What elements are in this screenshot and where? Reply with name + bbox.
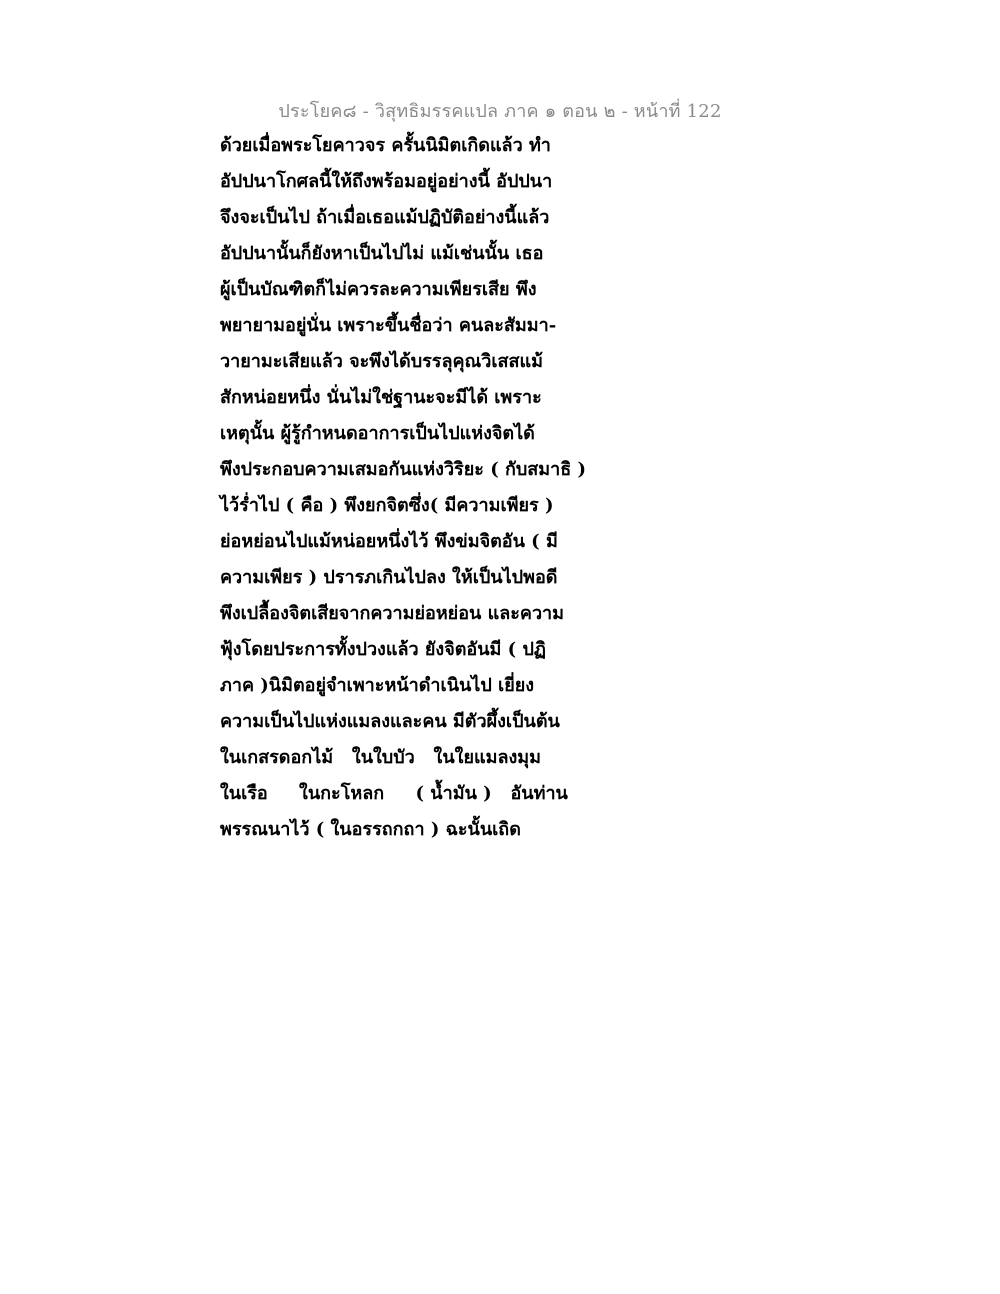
text-line: ฟุ้งโดยประการทั้งปวงแล้ว ยังจิตอันมี ( ปฏิ <box>220 639 546 660</box>
page-header: ประโยค๘ - วิสุทธิมรรคแปล ภาค ๑ ตอน ๒ - หน้าที่ 122 <box>278 101 722 122</box>
text-line: ความเพียร ) ปรารภเกินไปลง ให้เป็นไปพอดี <box>220 567 558 588</box>
text-line: เหตุนั้น ผู้รู้กำหนดอาการเป็นไปแห่งจิตได้ <box>220 423 535 444</box>
text-line: อัปปนาโกศลนี้ให้ถึงพร้อมอยู่อย่างนี้ อัปปนา <box>220 171 553 192</box>
text-line: พรรณนาไว้ ( ในอรรถกถา ) ฉะนั้นเถิด <box>220 819 521 840</box>
text-line: สักหน่อยหนึ่ง นั่นไม่ใช่ฐานะจะมีได้ เพราะ <box>220 387 542 408</box>
text-line: พึงเปลื้องจิตเสียจากความย่อหย่อน และความ <box>220 603 565 624</box>
text-line: ด้วยเมื่อพระโยคาวจร ครั้นนิมิตเกิดแล้ว ทำ <box>220 135 551 156</box>
text-line: ความเป็นไปแห่งแมลงและคน มีตัวผึ้งเป็นต้น <box>220 711 560 732</box>
text-line: อัปปนานั้นก็ยังหาเป็นไปไม่ แม้เช่นนั้น เธอ <box>220 243 544 264</box>
text-line: พึงประกอบความเสมอกันแห่งวิริยะ ( กับสมาธิ ) <box>220 459 587 480</box>
text-line: ภาค )นิมิตอยู่จำเพาะหน้าดำเนินไป เยี่ยง <box>220 675 535 696</box>
text-line: พยายามอยู่นั่น เพราะขึ้นชื่อว่า คนละสัมมา- <box>220 315 557 336</box>
text-line: วายามะเสียแล้ว จะพึงได้บรรลุคุณวิเสสแม้ <box>220 351 543 372</box>
text-line: ย่อหย่อนไปแม้หน่อยหนึ่งไว้ พึงข่มจิตอัน ( มี <box>220 531 558 552</box>
text-line: ไว้ร่ำไป ( คือ ) พึงยกจิตซึ่ง( มีความเพียร ) <box>220 495 554 516</box>
text-line: ผู้เป็นบัณฑิตก็ไม่ควรละความเพียรเสีย พึง <box>220 279 537 300</box>
text-line: ในเรือ ในกะโหลก ( น้ำมัน ) อันท่าน <box>220 783 568 804</box>
text-line: ในเกสรดอกไม้ ในใบบัว ในใยแมลงมุม <box>220 747 542 768</box>
text-line: จึงจะเป็นไป ถ้าเมื่อเธอแม้ปฏิบัติอย่างนี้แล้ว <box>220 207 550 228</box>
body-text-block <box>220 134 587 854</box>
